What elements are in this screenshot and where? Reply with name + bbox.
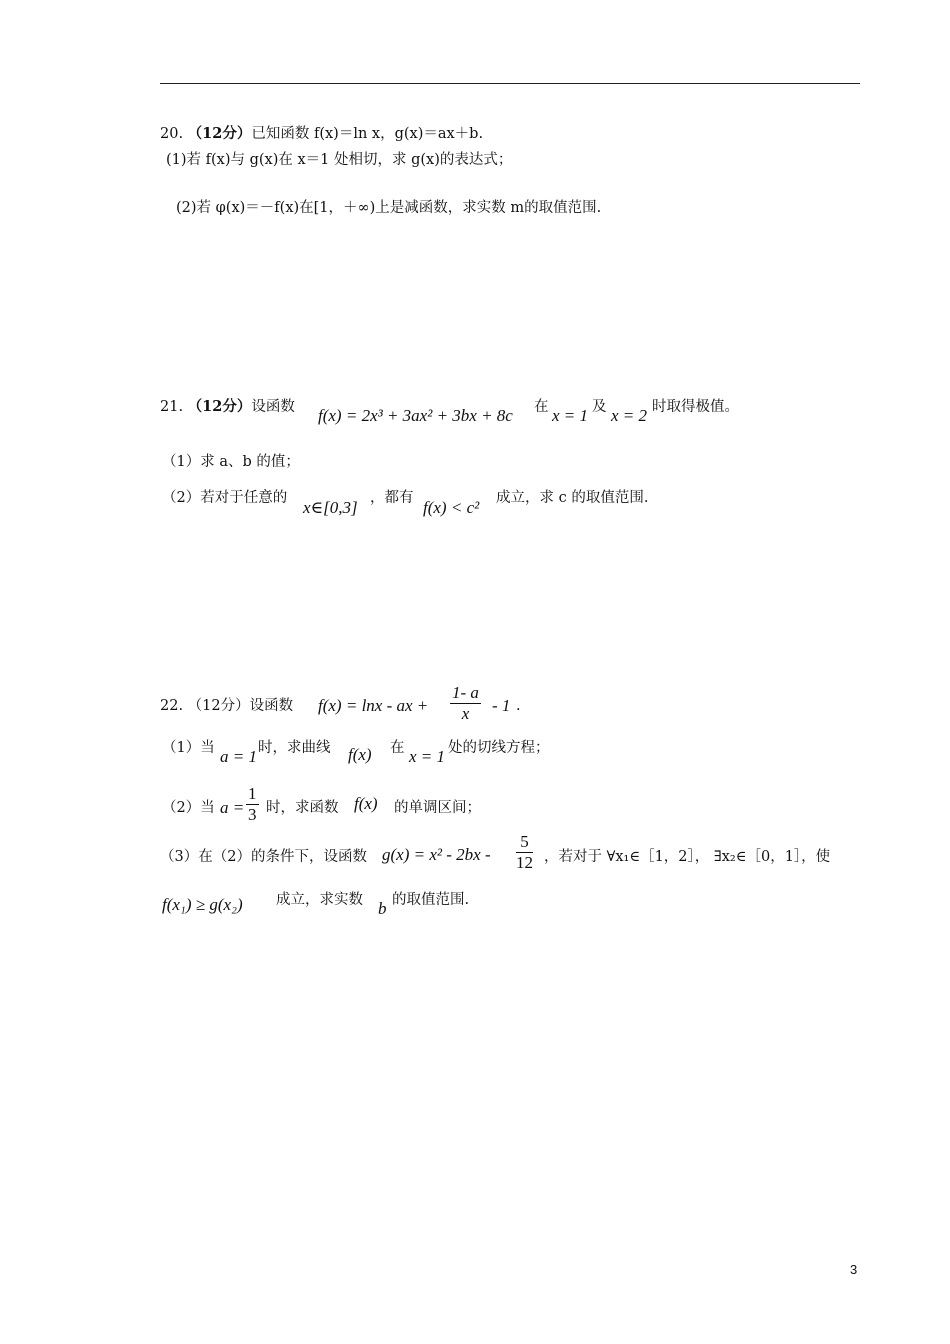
q20-stem xyxy=(160,124,483,144)
q20-score: （12分） xyxy=(187,125,252,142)
q21-formula: f(x) = 2x³ + 3ax² + 3bx + 8c xyxy=(318,406,513,425)
q22-fraction xyxy=(448,683,483,724)
q22-part1-fx: f(x) xyxy=(348,745,372,764)
q22-part2-fx: f(x) xyxy=(354,794,378,813)
q22-stem-end: . xyxy=(516,698,521,714)
q22-part3-frac xyxy=(514,832,535,873)
q21-score: （12分） xyxy=(187,398,252,415)
q22-part4-a: 成立，求实数 xyxy=(276,892,363,908)
q21-part2-a: （2）若对于任意的 xyxy=(162,490,288,506)
q22-number: 22. xyxy=(160,698,184,714)
q21-stem xyxy=(160,397,295,417)
q22-part1-d: 处的切线方程； xyxy=(448,740,550,756)
q20-stem-text: 已知函数 f(x)＝ln x，g(x)＝ax＋b. xyxy=(251,126,484,142)
q22-part3-den: 12 xyxy=(516,853,533,872)
q20-number: 20. xyxy=(160,126,184,142)
q21-cond1: x = 1 xyxy=(552,406,589,425)
q22-part2-den: 3 xyxy=(248,805,257,824)
q22-part2-a: （2）当 xyxy=(162,800,215,816)
q22-part3-a: （3）在（2）的条件下，设函数 xyxy=(160,849,367,865)
q22-formula-b: - 1 xyxy=(492,696,511,715)
q21-number: 21. xyxy=(160,399,184,415)
q22-part4-ineq: f(x₁) ≥ g(x₂) xyxy=(162,895,243,914)
q22-stem xyxy=(160,696,293,716)
q22-frac-den: x xyxy=(461,704,470,723)
q22-part1-a: （1）当 xyxy=(162,740,215,756)
q22-part1-c: 在 xyxy=(390,740,405,756)
q22-frac-num: 1- a xyxy=(452,683,479,702)
q22-formula-a: f(x) = lnx - ax + xyxy=(318,696,429,715)
q21-stem-b: 在 xyxy=(534,399,549,415)
q22-score: （12分） xyxy=(187,698,250,714)
q21-part2-ineq: f(x) < c² xyxy=(423,498,480,517)
q21-part2-c: 成立，求 c 的取值范围. xyxy=(496,490,649,506)
page-number: 3 xyxy=(850,1262,858,1277)
q21-part2-set: x∈[0,3] xyxy=(303,498,358,517)
q21-stem-c: 及 xyxy=(592,399,607,415)
q22-part2-c: 的单调区间； xyxy=(394,800,481,816)
q21-part1: （1）求 a、b 的值； xyxy=(162,454,300,470)
q22-part2-frac xyxy=(244,784,261,825)
q21-part2-b: ，都有 xyxy=(370,490,414,506)
q21-cond2: x = 2 xyxy=(611,406,648,425)
q21-stem-a: 设函数 xyxy=(251,399,295,415)
q22-part4-b: 的取值范围. xyxy=(392,892,470,908)
header-rule xyxy=(160,83,860,84)
q22-stem-a: 设函数 xyxy=(249,698,294,714)
q22-part2-num: 1 xyxy=(248,784,257,803)
q21-stem-d: 时取得极值。 xyxy=(652,399,739,415)
q22-part3-formula: g(x) = x² - 2bx - xyxy=(382,845,491,864)
q22-part2-cond: a = xyxy=(220,798,245,817)
q22-part4-var: b xyxy=(378,899,387,918)
q22-part1-x: x = 1 xyxy=(409,747,446,766)
q22-part3-num: 5 xyxy=(516,832,533,853)
q20-part2: (2)若 φ(x)＝－f(x)在[1，＋∞)上是减函数，求实数 m的取值范围. xyxy=(176,200,602,216)
q22-part2-b: 时，求函数 xyxy=(266,800,339,816)
q22-part3-b: ，若对于 ∀x₁∈［1，2］， ∃x₂∈［0，1］，使 xyxy=(544,849,831,865)
q22-part1-cond: a = 1 xyxy=(220,747,257,766)
q22-part1-b: 时，求曲线 xyxy=(258,740,331,756)
q20-part1: (1)若 f(x)与 g(x)在 x＝1 处相切，求 g(x)的表达式； xyxy=(166,152,513,168)
